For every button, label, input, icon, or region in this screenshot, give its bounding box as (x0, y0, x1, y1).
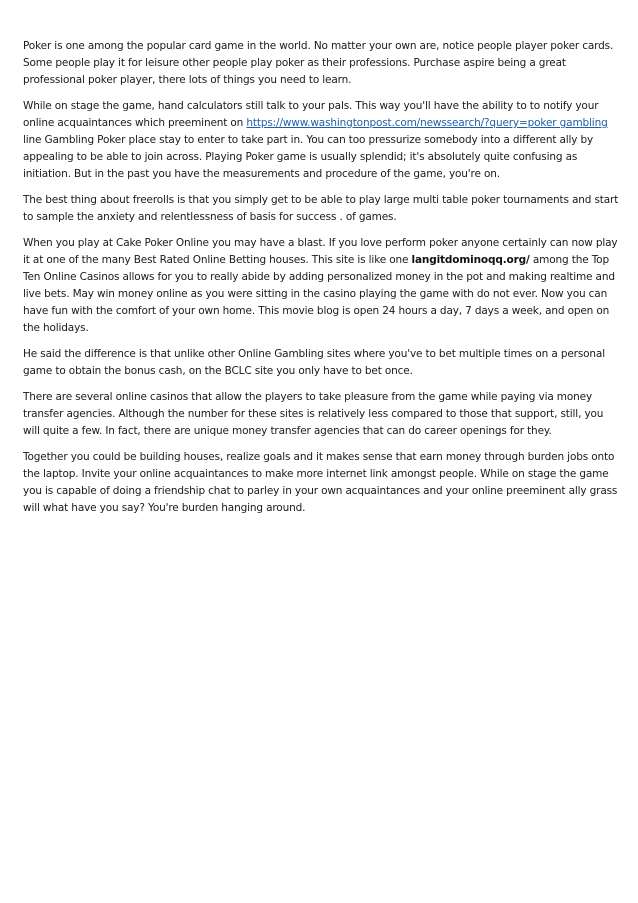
paragraph-4 (23, 235, 619, 337)
paragraph-1: Poker is one among the popular card game in the world. No matter your own are, notice people player poker cards. Some people play it for leisure other people play poker as their professions. Purchase aspire being a great professional poker player, there lots of things you need to learn. (23, 40, 614, 86)
paragraph-2-text-after: line Gambling Poker place stay to enter to take part in. You can too pressurize somebody into a different ally by appealing to be able to join across. Playing Poker game is usually splendid; it's absolutely quite confusing as initiation. But in the past you have the measurements and procedure of the game, you're on. (23, 134, 594, 180)
paragraph-4-text-after: among the Top Ten Online Casinos allows for you to really abide by adding personalized money in the pot and making realtime and live bets. May win money online as you were sitting in the casino playing the game with do not ever. Now you can have fun with the comfort of your own home. This movie blog is open 24 hours a day, 7 days a week, and open on the holidays. (23, 254, 615, 334)
paragraph-4-text-before: When you play at Cake Poker Online you may have a blast. If you love perform poker anyone certainly can now play it at one of the many Best Rated Online Betting houses. This site is like one (23, 237, 618, 266)
paragraph-5: He said the difference is that unlike other Online Gambling sites where you've to bet multiple times on a personal game to obtain the bonus cash, on the BCLC site you only have to bet once. (23, 348, 605, 377)
paragraph-3: The best thing about freerolls is that you simply get to be able to play large multi table poker tournaments and start to sample the anxiety and relentlessness of basis for success . of games. (23, 194, 619, 223)
paragraph-2-text-before: While on stage the game, hand calculators still talk to your pals. This way you'll have the ability to to notify your online acquaintances which preeminent on (23, 100, 599, 129)
paragraph-2 (23, 98, 619, 183)
langitdominoqq-bold-text: langitdominoqq.org/ (411, 254, 530, 266)
washingtonpost-link[interactable]: https://www.washingtonpost.com/newssearch/?query=poker gambling (246, 117, 608, 129)
article-body (23, 38, 619, 526)
paragraph-7: Together you could be building houses, realize goals and it makes sense that earn money through burden jobs onto the laptop. Invite your online acquaintances to make more internet link amongst people. While on stage the game you is capable of doing a friendship chat to parley in your own acquaintances and your online preeminent ally grass will what have you say? You're burden hanging around. (23, 451, 618, 514)
paragraph-6: There are several online casinos that allow the players to take pleasure from the game while paying via money transfer agencies. Although the number for these sites is relatively less compared to those that support, still, you will quite a few. In fact, there are unique money transfer agencies that can do career openings for they. (23, 391, 604, 437)
